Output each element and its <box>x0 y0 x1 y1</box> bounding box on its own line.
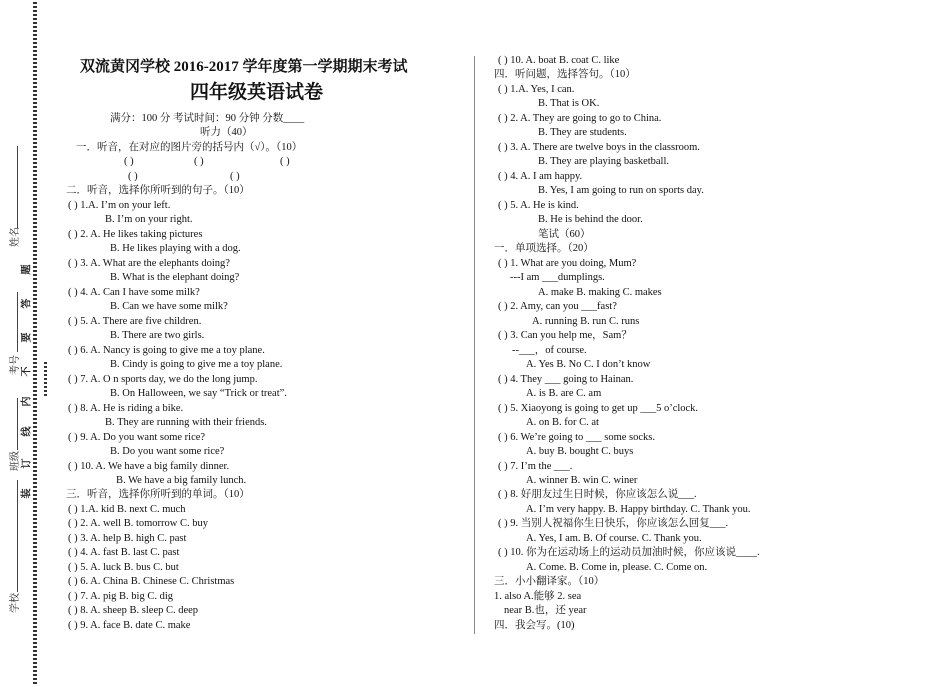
option-line: B. Yes, I am going to run on sports day. <box>538 185 704 196</box>
binding-margin <box>0 0 48 687</box>
option-line: B. Do you want some rice? <box>110 446 225 457</box>
word-choice-line: ( ) 2. A. well B. tomorrow C. buy <box>68 518 208 529</box>
word-choice-line: ( ) 5. A. luck B. bus C. but <box>68 562 179 573</box>
warning-char: 题 <box>21 264 33 275</box>
question-line: ( ) 7. A. O n sports day, we do the long jump. <box>68 374 258 385</box>
warning-char: 内 <box>21 396 33 407</box>
question-line: ( ) 2. A. He likes taking pictures <box>68 229 203 240</box>
section-heading: 一．单项选择。（20） <box>494 243 594 254</box>
question-line: ( ) 1. What are you doing, Mum? <box>498 258 637 269</box>
translation-line: near B.也，还 year <box>504 605 587 616</box>
question-line: ( ) 8. A. He is riding a bike. <box>68 403 184 414</box>
question-line: ( ) 5. A. There are five children. <box>68 316 202 327</box>
question-line: ( ) 4. A. I am happy. <box>498 171 583 182</box>
question-line: ( ) 2. Amy, can you ___fast? <box>498 301 617 312</box>
option-line: A. Come. B. Come in, please. C. Come on. <box>526 562 708 573</box>
question-line: ( ) 8. 好朋友过生日时候，你应该怎么说___. <box>498 489 697 500</box>
question-line: ( ) 10. A. We have a big family dinner. <box>68 461 230 472</box>
picture-answer-box: ( ) <box>124 156 134 167</box>
number-label: 考号 <box>10 355 21 375</box>
exam-info: 满分：100 分 考试时间：90 分钟 分数____ <box>110 113 305 124</box>
name-label: 姓名 <box>10 227 21 247</box>
word-choice-line: ( ) 1.A. kid B. next C. much <box>68 504 186 515</box>
section-heading: 一．听音，在对应的图片旁的括号内（√）。（10） <box>76 142 303 153</box>
section-heading: 四．听问题，选择答句。（10） <box>494 69 636 80</box>
word-choice-line: ( ) 6. A. China B. Chinese C. Christmas <box>68 576 235 587</box>
word-choice-line: ( ) 4. A. fast B. last C. past <box>68 547 180 558</box>
binding-dotted-line <box>33 2 37 685</box>
translation-line: 1. also A.能够 2. sea <box>494 591 582 602</box>
word-choice-line: ( ) 7. A. pig B. big C. dig <box>68 591 174 602</box>
picture-answer-box: ( ) <box>230 171 240 182</box>
question-line: ( ) 1.A. Yes, I can. <box>498 84 575 95</box>
question-line: ( ) 6. We’re going to ___ some socks. <box>498 432 656 443</box>
option-line: B. He is behind the door. <box>538 214 643 225</box>
school-label: 学校 <box>10 593 21 613</box>
picture-answer-box: ( ) <box>194 156 204 167</box>
option-line: A. I’m very happy. B. Happy birthday. C. Thank you. <box>526 504 751 515</box>
question-line: ( ) 6. A. Nancy is going to give me a toy plane. <box>68 345 265 356</box>
name-blank-line <box>17 146 18 228</box>
option-line: A. make B. making C. makes <box>538 287 662 298</box>
option-line: B. Cindy is going to give me a toy plane. <box>110 359 283 370</box>
question-line: ( ) 3. A. What are the elephants doing? <box>68 258 230 269</box>
option-line: B. We have a big family lunch. <box>116 475 247 486</box>
section-heading: 四．我会写。(10) <box>494 620 575 631</box>
picture-answer-box: ( ) <box>128 171 138 182</box>
warning-char: 线 <box>21 426 33 437</box>
option-line: B. They are running with their friends. <box>105 417 267 428</box>
option-line: A. on B. for C. at <box>526 417 599 428</box>
warning-char: 订 <box>21 458 33 469</box>
question-line: ( ) 10. 你为在运动场上的运动员加油时候，你应该说____. <box>498 547 760 558</box>
warning-char: 要 <box>21 332 33 343</box>
option-line: B. There are two girls. <box>110 330 205 341</box>
question-line: ( ) 5. Xiaoyong is going to get up ___5 o’clock. <box>498 403 699 414</box>
exam-subtitle: 四年级英语试卷 <box>190 82 324 103</box>
option-line: A. running B. run C. runs <box>532 316 640 327</box>
option-line: A. Yes B. No C. I don’t know <box>526 359 651 370</box>
section-heading: 二．听音，选择你所听到的句子。（10） <box>66 185 250 196</box>
option-line: B. He likes playing with a dog. <box>110 243 241 254</box>
option-line: B. I’m on your right. <box>105 214 193 225</box>
option-line: A. is B. are C. am <box>526 388 602 399</box>
section-heading: 三．听音，选择你所听到的单词。（10） <box>66 489 250 500</box>
column-divider <box>474 56 475 634</box>
option-line: B. On Halloween, we say “Trick or treat”. <box>110 388 287 399</box>
question-line: ---I am ___dumplings. <box>510 272 605 283</box>
option-line: A. buy B. bought C. buys <box>526 446 634 457</box>
word-choice-line: ( ) 3. A. help B. high C. past <box>68 533 187 544</box>
binding-stars <box>44 362 47 396</box>
question-line: ( ) 4. They ___ going to Hainan. <box>498 374 634 385</box>
warning-char: 不 <box>21 366 33 377</box>
question-line: --___，of course. <box>512 345 587 356</box>
question-line: ( ) 9. A. Do you want some rice? <box>68 432 206 443</box>
picture-answer-box: ( ) <box>280 156 290 167</box>
warning-char: 装 <box>21 488 33 499</box>
warning-char: 答 <box>21 298 33 309</box>
word-choice-line: ( ) 9. A. face B. date C. make <box>68 620 191 631</box>
option-line: B. What is the elephant doing? <box>110 272 240 283</box>
option-line: A. Yes, I am. B. Of course. C. Thank you. <box>526 533 702 544</box>
question-line: ( ) 7. I’m the ___. <box>498 461 573 472</box>
question-line: ( ) 3. A. There are twelve boys in the classroom. <box>498 142 700 153</box>
word-choice-line: ( ) 8. A. sheep B. sleep C. deep <box>68 605 199 616</box>
question-line: ( ) 2. A. They are going to go to China. <box>498 113 662 124</box>
question-line: ( ) 5. A. He is kind. <box>498 200 579 211</box>
section-heading: 三．小小翻译家。（10） <box>494 576 605 587</box>
option-line: A. winner B. win C. winer <box>526 475 638 486</box>
class-label: 班级 <box>10 451 21 471</box>
exam-title: 双流黄冈学校 2016-2017 学年度第一学期期末考试 <box>80 59 408 75</box>
question-line: ( ) 9. 当别人祝福你生日快乐，你应该怎么回复___. <box>498 518 729 529</box>
word-choice-line: ( ) 10. A. boat B. coat C. like <box>498 55 620 66</box>
option-line: B. They are students. <box>538 127 627 138</box>
option-line: B. That is OK. <box>538 98 600 109</box>
question-line: ( ) 4. A. Can I have some milk? <box>68 287 200 298</box>
option-line: B. They are playing basketball. <box>538 156 670 167</box>
listening-heading: 听力（40） <box>200 127 253 138</box>
option-line: B. Can we have some milk? <box>110 301 228 312</box>
question-line: ( ) 3. Can you help me，Sam？ <box>498 330 632 341</box>
question-line: ( ) 1.A. I’m on your left. <box>68 200 171 211</box>
written-heading: 笔试（60） <box>538 229 591 240</box>
